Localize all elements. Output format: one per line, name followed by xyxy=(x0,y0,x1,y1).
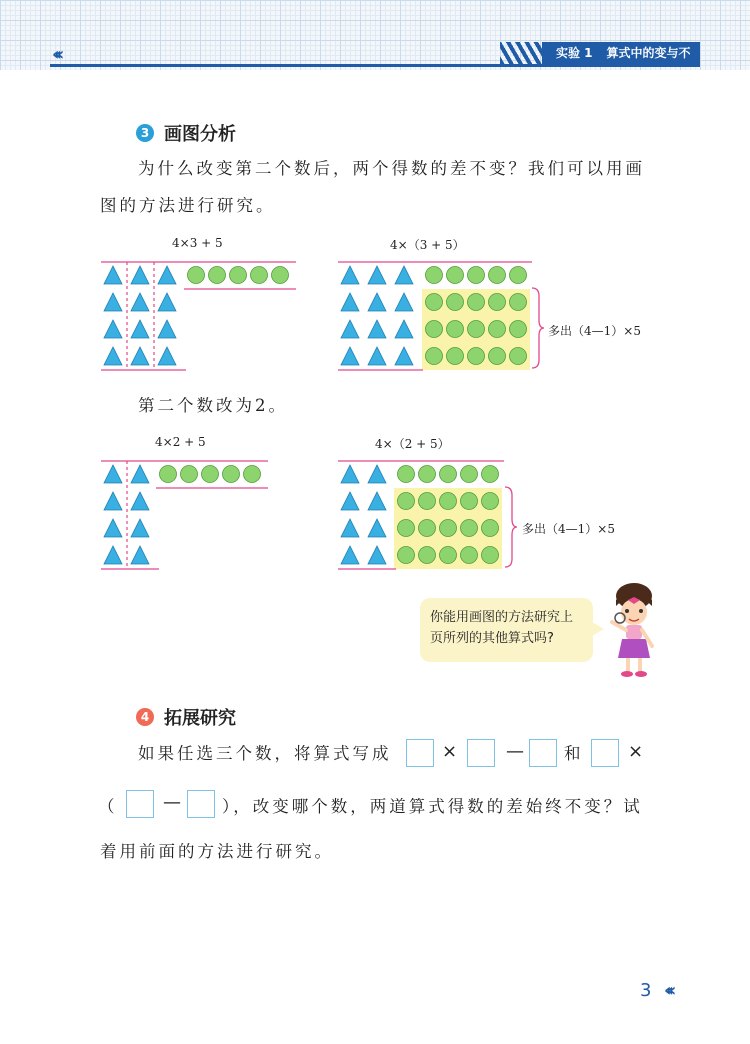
section-4-title: 拓展研究 xyxy=(164,708,236,729)
blank-box-3[interactable] xyxy=(529,739,557,767)
circle-mark xyxy=(440,466,457,483)
triangle-mark xyxy=(341,320,359,338)
circle-mark xyxy=(482,520,499,537)
circle-mark xyxy=(419,547,436,564)
section-3-para-line1: 为什么改变第二个数后，两个得数的差不变？我们可以用画 xyxy=(138,159,645,178)
circle-mark xyxy=(426,348,443,365)
circle-mark xyxy=(461,493,478,510)
circle-mark xyxy=(209,267,226,284)
change-text: 第二个数改为2。 xyxy=(138,396,288,415)
triangle-mark xyxy=(395,293,413,311)
circle-mark xyxy=(251,267,268,284)
circle-mark xyxy=(447,348,464,365)
triangle-mark xyxy=(131,465,149,483)
triangle-mark xyxy=(368,293,386,311)
triangle-mark xyxy=(341,293,359,311)
page-number xyxy=(640,980,651,1001)
bubble-line1: 你能用画图的方法研究上 xyxy=(430,610,574,625)
circle-mark xyxy=(398,520,415,537)
circle-mark xyxy=(482,493,499,510)
triangle-mark xyxy=(131,266,149,284)
circle-mark xyxy=(272,267,289,284)
triangle-mark xyxy=(104,465,122,483)
girl-character-icon xyxy=(612,583,652,677)
blank-box-5[interactable] xyxy=(126,790,154,818)
circle-mark xyxy=(510,294,527,311)
triangle-mark xyxy=(395,347,413,365)
circle-mark xyxy=(461,520,478,537)
triangle-mark xyxy=(395,266,413,284)
circle-mark xyxy=(468,267,485,284)
section-4-heading xyxy=(136,704,236,730)
triangle-mark xyxy=(341,492,359,510)
circle-mark xyxy=(482,466,499,483)
section-4-line2-text: ），改变哪个数，两道算式得数的差始终不变？试 xyxy=(222,797,643,816)
page-number-value: 3 xyxy=(640,980,652,1001)
circle-mark xyxy=(447,294,464,311)
footer-chevron-icon: ‹‹‹ xyxy=(664,980,672,1001)
circle-mark xyxy=(223,466,240,483)
circle-mark xyxy=(188,267,205,284)
circle-mark xyxy=(398,466,415,483)
circle-mark xyxy=(426,294,443,311)
circle-mark xyxy=(202,466,219,483)
circle-mark xyxy=(419,466,436,483)
section-3-para-line2: 图的方法进行研究。 xyxy=(100,196,276,215)
triangle-mark xyxy=(368,465,386,483)
row1-left-formula: 4×3 + 5 xyxy=(172,236,223,250)
bubble-tail xyxy=(592,622,604,636)
circle-mark xyxy=(468,348,485,365)
row2-bracket-label: 多出（4—1）×5 xyxy=(522,522,615,536)
minus-sign: — xyxy=(506,741,524,762)
triangle-mark xyxy=(104,293,122,311)
circle-mark xyxy=(398,547,415,564)
triangle-mark xyxy=(368,266,386,284)
circle-mark xyxy=(160,466,177,483)
circle-mark xyxy=(461,466,478,483)
triangle-mark xyxy=(368,347,386,365)
triangle-mark xyxy=(395,320,413,338)
triangle-mark xyxy=(341,546,359,564)
triangle-mark xyxy=(131,347,149,365)
triangle-mark xyxy=(341,519,359,537)
triangle-mark xyxy=(104,546,122,564)
circle-mark xyxy=(447,267,464,284)
triangle-mark xyxy=(104,519,122,537)
triangle-mark xyxy=(104,320,122,338)
triangle-mark xyxy=(158,293,176,311)
circle-mark xyxy=(426,321,443,338)
section-4-line3-text: 着用前面的方法进行研究。 xyxy=(100,842,334,861)
triangle-mark xyxy=(104,492,122,510)
circle-mark xyxy=(440,547,457,564)
circle-mark xyxy=(447,321,464,338)
triangle-mark xyxy=(131,320,149,338)
triangle-mark xyxy=(158,266,176,284)
row2-right-formula: 4×（2 + 5） xyxy=(375,437,450,451)
and-text: 和 xyxy=(564,744,584,763)
circle-mark xyxy=(440,493,457,510)
triangle-mark xyxy=(131,546,149,564)
circle-mark xyxy=(440,520,457,537)
triangle-mark xyxy=(368,320,386,338)
triangle-mark xyxy=(104,266,122,284)
triangle-mark xyxy=(131,492,149,510)
circle-mark xyxy=(489,321,506,338)
minus-sign-2: — xyxy=(163,792,181,813)
speech-bubble xyxy=(420,598,593,662)
triangle-mark xyxy=(131,519,149,537)
row1-bracket xyxy=(532,288,544,368)
circle-mark xyxy=(510,321,527,338)
blank-box-6[interactable] xyxy=(187,790,215,818)
header-chevron-icon: ‹‹‹ xyxy=(52,44,60,65)
row2-bracket xyxy=(505,487,517,567)
blank-box-1[interactable] xyxy=(406,739,434,767)
section-3-title: 画图分析 xyxy=(164,124,236,145)
times-sign: × xyxy=(442,741,458,762)
section-4-line1-text: 如果任选三个数，将算式写成 xyxy=(138,744,392,763)
bubble-line2: 页所列的其他算式吗? xyxy=(430,631,554,646)
triangle-mark xyxy=(368,519,386,537)
triangle-mark xyxy=(158,320,176,338)
circle-mark xyxy=(510,267,527,284)
triangle-mark xyxy=(104,347,122,365)
triangle-mark xyxy=(341,266,359,284)
diagrams xyxy=(101,262,532,569)
row2-left-formula: 4×2 + 5 xyxy=(155,435,206,449)
section-3-badge: 3 xyxy=(136,124,154,142)
circle-mark xyxy=(398,493,415,510)
times-sign-2: × xyxy=(628,741,644,762)
triangle-mark xyxy=(341,347,359,365)
chapter-title: 算式中的变与不变 xyxy=(556,46,691,83)
open-paren: （ xyxy=(98,797,118,816)
blank-box-2[interactable] xyxy=(467,739,495,767)
triangle-mark xyxy=(368,492,386,510)
blank-box-4[interactable] xyxy=(591,739,619,767)
triangle-mark xyxy=(341,465,359,483)
circle-mark xyxy=(419,493,436,510)
circle-mark xyxy=(426,267,443,284)
circle-mark xyxy=(489,267,506,284)
triangle-mark xyxy=(158,347,176,365)
row1-right-formula: 4×（3 + 5） xyxy=(390,238,465,252)
circle-mark xyxy=(510,348,527,365)
circle-mark xyxy=(461,547,478,564)
circle-mark xyxy=(468,321,485,338)
circle-mark xyxy=(489,348,506,365)
section-4-badge: 4 xyxy=(136,708,154,726)
triangle-mark xyxy=(368,546,386,564)
circle-mark xyxy=(244,466,261,483)
circle-mark xyxy=(419,520,436,537)
row1-bracket-label: 多出（4—1）×5 xyxy=(548,324,641,338)
circle-mark xyxy=(230,267,247,284)
circle-mark xyxy=(482,547,499,564)
circle-mark xyxy=(468,294,485,311)
triangle-mark xyxy=(131,293,149,311)
chapter-label: 实验 1 xyxy=(556,46,593,60)
circle-mark xyxy=(181,466,198,483)
circle-mark xyxy=(489,294,506,311)
